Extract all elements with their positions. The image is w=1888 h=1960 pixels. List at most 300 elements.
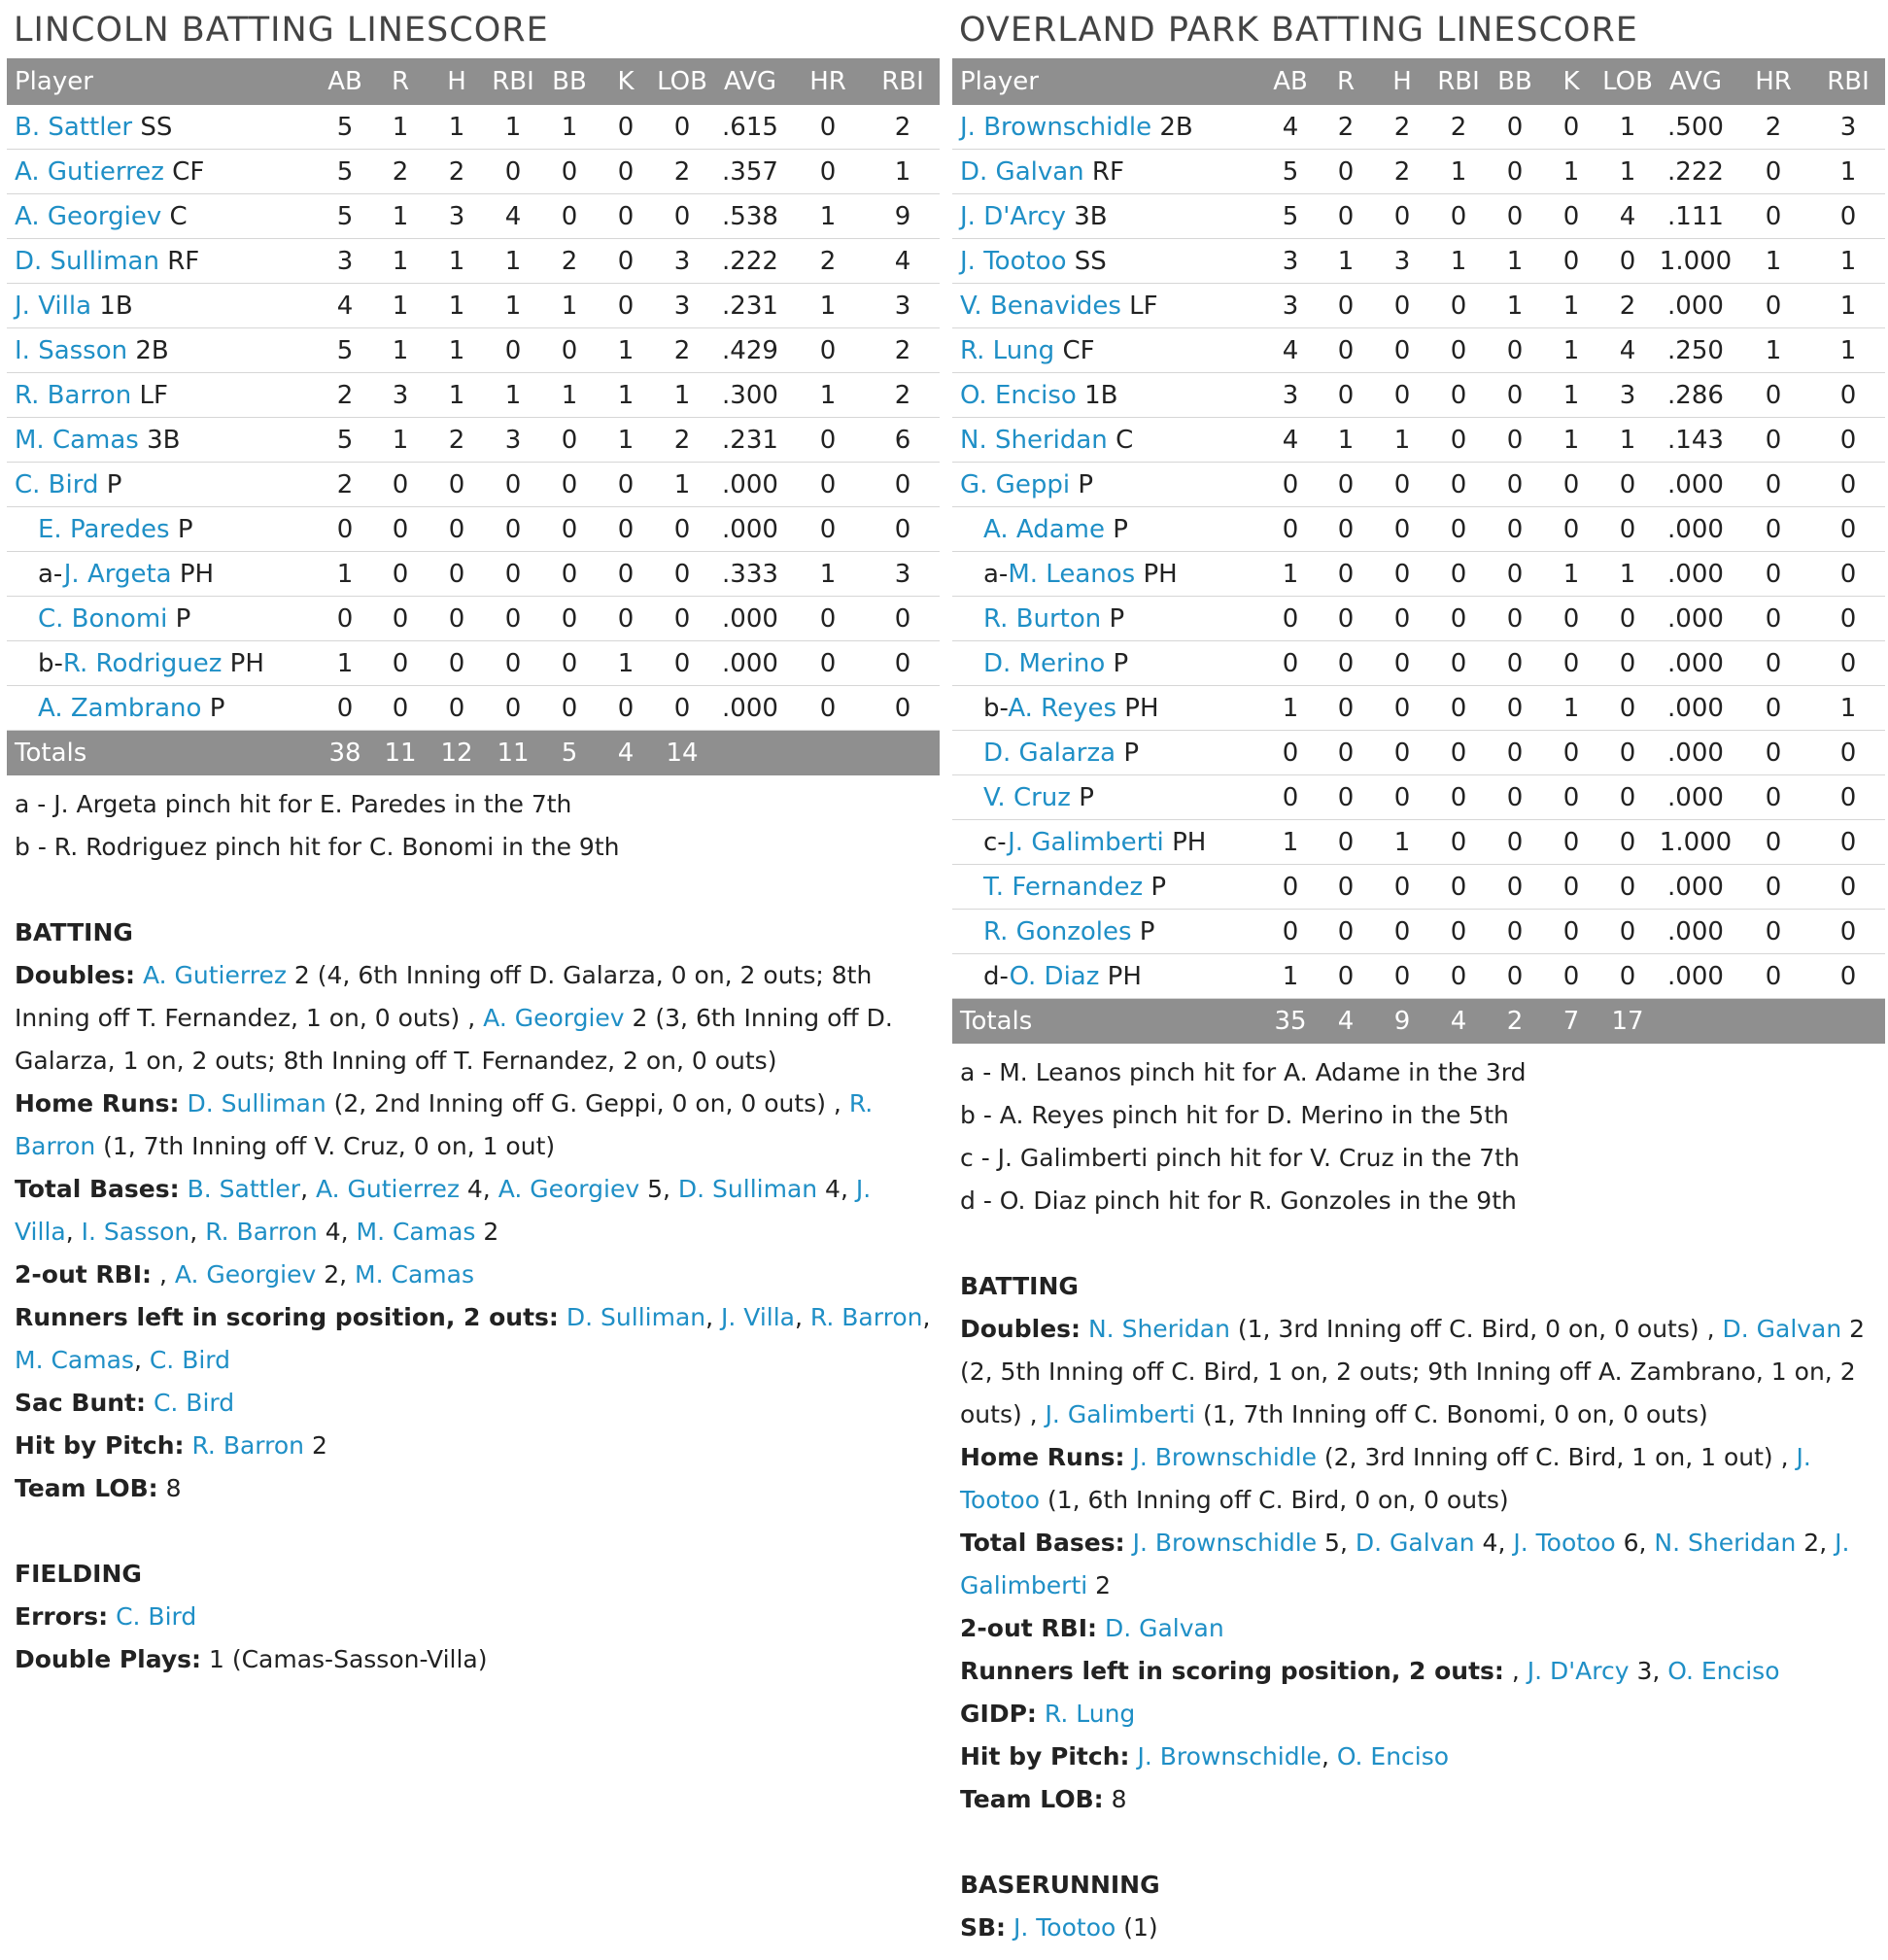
player-name-link[interactable]: D. Galvan: [960, 156, 1084, 187]
stat-cell: 0: [654, 552, 710, 597]
player-name-link[interactable]: D. Galarza: [983, 738, 1116, 768]
column-header: HR: [790, 58, 866, 105]
stat-cell: 0: [1430, 865, 1487, 910]
totals-label: Totals: [952, 999, 1263, 1045]
player-name-link[interactable]: V. Benavides: [960, 291, 1121, 321]
stat-cell: 1: [429, 328, 485, 373]
player-link[interactable]: J. Tootoo: [1013, 1913, 1116, 1942]
stat-cell: 0: [790, 328, 866, 373]
column-header: H: [1374, 58, 1430, 105]
stat-cell: 0: [1811, 820, 1885, 865]
stat-cell: 0: [866, 463, 940, 507]
stat-cell: 1: [1811, 686, 1885, 731]
stat-cell: 9: [866, 194, 940, 239]
player-row: [7, 328, 940, 373]
sub-prefix: d-: [983, 961, 1010, 991]
totals-cell: 7: [1543, 999, 1599, 1045]
stat-cell: .000: [1656, 865, 1735, 910]
stat-label: Total Bases:: [15, 1175, 180, 1203]
stat-cell: 1: [598, 373, 654, 418]
stat-cell: 1: [485, 239, 541, 284]
stat-cell: 0: [1318, 731, 1374, 775]
stat-text: ,: [922, 1303, 931, 1331]
stat-cell: 3: [654, 239, 710, 284]
stat-label: Double Plays:: [15, 1645, 202, 1673]
stat-cell: 1: [790, 552, 866, 597]
section-heading: BASERUNNING: [960, 1871, 1160, 1899]
player-row: [952, 328, 1885, 373]
player-position: LF: [139, 380, 168, 410]
player-cell: [7, 328, 318, 373]
player-link[interactable]: J. Brownschidle: [1132, 1443, 1317, 1471]
stat-cell: 0: [1735, 552, 1811, 597]
player-link[interactable]: C. Bird: [116, 1602, 197, 1631]
player-link[interactable]: A. Georgiev: [498, 1175, 640, 1203]
stat-cell: 0: [598, 686, 654, 731]
stat-cell: 0: [1543, 731, 1599, 775]
player-cell: [952, 686, 1263, 731]
stat-cell: 2: [318, 463, 372, 507]
stat-cell: .429: [710, 328, 790, 373]
stat-cell: 0: [541, 597, 598, 641]
player-name-link[interactable]: C. Bird: [15, 469, 99, 499]
stat-cell: 1: [598, 328, 654, 373]
stat-cell: 0: [1487, 418, 1543, 463]
stat-cell: 1: [1263, 552, 1318, 597]
stat-cell: 0: [1430, 731, 1487, 775]
stat-text: [1037, 1700, 1045, 1728]
stat-cell: .000: [1656, 507, 1735, 552]
player-cell: [952, 284, 1263, 328]
stat-cell: .000: [1656, 641, 1735, 686]
player-link[interactable]: J. Tootoo: [1513, 1529, 1616, 1557]
stat-text: [1097, 1614, 1105, 1642]
stat-label: Hit by Pitch:: [960, 1742, 1130, 1771]
player-row: [7, 373, 940, 418]
stat-cell: 2: [1735, 105, 1811, 150]
column-header: Player: [952, 58, 1263, 105]
stat-text: 2: [304, 1431, 327, 1460]
stat-cell: .538: [710, 194, 790, 239]
stat-cell: 3: [372, 373, 429, 418]
table-body: [952, 105, 1885, 1044]
stat-cell: 0: [318, 686, 372, 731]
stat-cell: 0: [1430, 641, 1487, 686]
player-row: [952, 641, 1885, 686]
player-name-link[interactable]: J. Argeta: [63, 559, 172, 589]
stat-line: [15, 1254, 934, 1296]
stat-cell: .000: [1656, 597, 1735, 641]
stat-cell: 0: [485, 463, 541, 507]
section-title: OVERLAND PARK BATTING LINESCORE: [959, 11, 1638, 50]
stat-cell: 1: [1318, 239, 1374, 284]
stat-cell: 2: [1318, 105, 1374, 150]
stat-text: 2,: [316, 1260, 356, 1289]
stat-line: [15, 1467, 934, 1510]
stat-cell: 0: [1263, 507, 1318, 552]
player-link[interactable]: M. Camas: [355, 1260, 474, 1289]
player-link[interactable]: N. Sheridan: [1654, 1529, 1797, 1557]
player-name-link[interactable]: G. Geppi: [960, 469, 1071, 499]
player-row: [952, 373, 1885, 418]
player-link[interactable]: M. Camas: [15, 1346, 134, 1374]
overland-park-batting-table: [952, 58, 1885, 1044]
player-name-link[interactable]: T. Fernandez: [983, 872, 1144, 902]
player-name-link[interactable]: A. Zambrano: [38, 693, 202, 723]
stat-label: Sac Bunt:: [15, 1389, 146, 1417]
player-name-link[interactable]: D. Merino: [983, 648, 1106, 678]
stat-text: 5,: [639, 1175, 678, 1203]
player-link[interactable]: J. Galimberti: [960, 1529, 1850, 1599]
player-cell: [952, 418, 1263, 463]
stat-cell: 1.000: [1656, 820, 1735, 865]
totals-cell: 4: [1318, 999, 1374, 1045]
stat-cell: 1: [598, 641, 654, 686]
stat-cell: 0: [598, 239, 654, 284]
player-name-link[interactable]: A. Reyes: [1008, 693, 1117, 723]
player-link[interactable]: A. Gutierrez: [142, 961, 287, 989]
stat-line: [960, 1778, 1879, 1821]
stat-cell: 0: [1543, 820, 1599, 865]
stat-cell: .000: [710, 641, 790, 686]
player-name-link[interactable]: I. Sasson: [15, 335, 128, 365]
player-cell: [7, 105, 318, 150]
stat-cell: 0: [1487, 910, 1543, 954]
player-name-link[interactable]: C. Bonomi: [38, 603, 168, 634]
stat-cell: 0: [372, 463, 429, 507]
player-name-link[interactable]: D. Sulliman: [15, 246, 159, 276]
stat-cell: 1: [790, 284, 866, 328]
player-link[interactable]: R. Barron: [15, 1089, 874, 1160]
stat-cell: 0: [790, 150, 866, 194]
player-link[interactable]: D. Galvan: [1722, 1315, 1842, 1343]
player-link[interactable]: I. Sasson: [81, 1218, 190, 1246]
stat-cell: 1: [1811, 284, 1885, 328]
stat-cell: 0: [1263, 641, 1318, 686]
stat-text: ,: [300, 1175, 316, 1203]
stat-cell: 0: [1318, 194, 1374, 239]
stat-cell: 5: [318, 194, 372, 239]
stat-cell: 0: [1487, 463, 1543, 507]
stat-cell: 0: [654, 597, 710, 641]
player-row: [7, 194, 940, 239]
player-link[interactable]: C. Bird: [153, 1389, 235, 1417]
stat-cell: 0: [1430, 194, 1487, 239]
stat-cell: .000: [1656, 954, 1735, 999]
totals-cell: [866, 731, 940, 776]
player-link[interactable]: J. Galimberti: [1045, 1400, 1196, 1428]
player-position: P: [1150, 872, 1167, 902]
player-row: [952, 597, 1885, 641]
stat-cell: 0: [1811, 910, 1885, 954]
player-name-link[interactable]: M. Leanos: [1008, 559, 1136, 589]
stat-text: ,: [189, 1218, 206, 1246]
stat-cell: 0: [541, 150, 598, 194]
player-name-link[interactable]: R. Barron: [15, 380, 132, 410]
stat-cell: 1: [318, 641, 372, 686]
pinch-hit-note: b - R. Rodriguez pinch hit for C. Bonomi in the 9th: [15, 833, 620, 861]
player-name-link[interactable]: V. Cruz: [983, 782, 1071, 812]
player-position: 3B: [1074, 201, 1108, 231]
player-position: P: [1078, 469, 1094, 499]
player-name-link[interactable]: A. Adame: [983, 514, 1105, 544]
totals-cell: [1735, 999, 1811, 1045]
player-name-link[interactable]: R. Lung: [960, 335, 1055, 365]
stat-cell: 0: [1430, 418, 1487, 463]
stat-cell: 0: [1374, 552, 1430, 597]
stat-cell: 0: [1374, 463, 1430, 507]
stat-text: 1 (Camas-Sasson-Villa): [201, 1645, 488, 1673]
stat-cell: 0: [1318, 373, 1374, 418]
stat-cell: 0: [1487, 328, 1543, 373]
section-heading: FIELDING: [15, 1560, 142, 1588]
stat-text: 4,: [317, 1218, 357, 1246]
player-link[interactable]: B. Sattler: [187, 1175, 301, 1203]
column-header: LOB: [654, 58, 710, 105]
stat-cell: 1: [1263, 686, 1318, 731]
stat-cell: 1: [429, 105, 485, 150]
player-cell: [952, 552, 1263, 597]
player-name-link[interactable]: B. Sattler: [15, 112, 133, 142]
stat-cell: 2: [866, 328, 940, 373]
column-header: AVG: [710, 58, 790, 105]
player-name-link[interactable]: J. Galimberti: [1008, 827, 1164, 857]
stat-cell: 1: [1263, 954, 1318, 999]
stat-cell: 0: [1318, 775, 1374, 820]
totals-cell: 17: [1599, 999, 1656, 1045]
column-header: RBI: [866, 58, 940, 105]
stat-cell: 0: [429, 686, 485, 731]
stat-cell: 1: [1487, 239, 1543, 284]
player-link[interactable]: J. Brownschidle: [1137, 1742, 1322, 1771]
stat-cell: .231: [710, 284, 790, 328]
stat-cell: 1: [372, 284, 429, 328]
stat-line: [960, 1736, 1879, 1778]
player-name-link[interactable]: J. Tootoo: [960, 246, 1067, 276]
player-link[interactable]: R. Barron: [191, 1431, 305, 1460]
player-position: C: [169, 201, 188, 231]
player-link[interactable]: N. Sheridan: [1087, 1315, 1230, 1343]
sub-prefix: a-: [38, 559, 64, 589]
player-name-link[interactable]: N. Sheridan: [960, 425, 1108, 455]
player-name-link[interactable]: M. Camas: [15, 425, 139, 455]
player-link[interactable]: R. Barron: [205, 1218, 318, 1246]
totals-cell: 9: [1374, 999, 1430, 1045]
pinch-hit-note: b - A. Reyes pinch hit for D. Merino in the 5th: [960, 1101, 1509, 1129]
stat-cell: .000: [710, 597, 790, 641]
stat-cell: 6: [866, 418, 940, 463]
stat-cell: 0: [1487, 865, 1543, 910]
stat-cell: 1: [1543, 150, 1599, 194]
stat-text: [1006, 1913, 1013, 1942]
stat-cell: 0: [1430, 686, 1487, 731]
player-position: PH: [1172, 827, 1207, 857]
player-link[interactable]: A. Georgiev: [174, 1260, 317, 1289]
player-name-link[interactable]: R. Rodriguez: [62, 648, 223, 678]
stat-cell: .615: [710, 105, 790, 150]
stat-cell: 0: [1735, 731, 1811, 775]
player-name-link[interactable]: O. Diaz: [1009, 961, 1100, 991]
stat-cell: 0: [1599, 463, 1656, 507]
player-position: CF: [172, 156, 205, 187]
player-link[interactable]: J. D'Arcy: [1527, 1657, 1630, 1685]
player-link[interactable]: D. Sulliman: [677, 1175, 818, 1203]
player-row: [7, 284, 940, 328]
stat-label: SB:: [960, 1913, 1007, 1942]
stat-text: 5,: [1317, 1529, 1356, 1557]
stat-cell: 2: [866, 373, 940, 418]
stat-cell: .231: [710, 418, 790, 463]
player-name-link[interactable]: A. Gutierrez: [15, 156, 164, 187]
player-link[interactable]: A. Georgiev: [483, 1004, 625, 1032]
player-link[interactable]: J. Brownschidle: [1132, 1529, 1318, 1557]
player-cell: [7, 150, 318, 194]
player-name-link[interactable]: A. Georgiev: [15, 201, 162, 231]
stat-cell: 3: [1263, 373, 1318, 418]
stat-cell: 1: [1599, 150, 1656, 194]
player-link[interactable]: D. Galvan: [1104, 1614, 1224, 1642]
totals-cell: [710, 731, 790, 776]
totals-cell: 35: [1263, 999, 1318, 1045]
player-position: SS: [140, 112, 173, 142]
stat-cell: 0: [654, 105, 710, 150]
stat-cell: 0: [1318, 865, 1374, 910]
stat-cell: 2: [1599, 284, 1656, 328]
player-position: SS: [1074, 246, 1107, 276]
stat-cell: 0: [1811, 507, 1885, 552]
stat-text: 2 (4, 6th Inning off D. Galarza, 0 on, 2 outs; 8th Inning off T. Fernandez, 1 on, 0 outs) ,: [15, 961, 873, 1032]
stat-cell: 0: [790, 463, 866, 507]
stat-cell: 3: [866, 284, 940, 328]
stat-cell: 1: [1599, 418, 1656, 463]
player-position: P: [209, 693, 225, 723]
player-link[interactable]: D. Galvan: [1355, 1529, 1475, 1557]
pinch-hit-note: a - J. Argeta pinch hit for E. Paredes in the 7th: [15, 790, 572, 818]
stat-cell: 3: [1263, 284, 1318, 328]
stat-cell: 5: [318, 418, 372, 463]
player-row: [7, 150, 940, 194]
stat-cell: 0: [372, 507, 429, 552]
stat-cell: 0: [1374, 328, 1430, 373]
player-link[interactable]: O. Enciso: [1667, 1657, 1780, 1685]
player-link[interactable]: J. Tootoo: [960, 1443, 1811, 1514]
stat-label: 2-out RBI:: [960, 1614, 1098, 1642]
stat-cell: 0: [654, 641, 710, 686]
stat-cell: 0: [1374, 597, 1430, 641]
stat-cell: 3: [485, 418, 541, 463]
stat-cell: 3: [1374, 239, 1430, 284]
stat-cell: 0: [1487, 641, 1543, 686]
stat-cell: 0: [1487, 552, 1543, 597]
stat-cell: 1: [1318, 418, 1374, 463]
player-link[interactable]: D. Sulliman: [187, 1089, 326, 1118]
column-header: RBI: [1430, 58, 1487, 105]
player-row: [952, 194, 1885, 239]
stat-cell: 1: [372, 194, 429, 239]
player-name-link[interactable]: J. D'Arcy: [960, 201, 1066, 231]
stat-cell: 0: [1374, 284, 1430, 328]
stat-cell: 2: [654, 328, 710, 373]
player-cell: [952, 507, 1263, 552]
stat-cell: 0: [429, 552, 485, 597]
stat-cell: 5: [318, 105, 372, 150]
player-cell: [952, 239, 1263, 284]
stat-cell: 1: [318, 552, 372, 597]
player-name-link[interactable]: J. Villa: [15, 291, 92, 321]
stat-cell: 1: [654, 373, 710, 418]
pinch-hit-note: a - M. Leanos pinch hit for A. Adame in the 3rd: [960, 1058, 1527, 1086]
stat-cell: 0: [1811, 954, 1885, 999]
stat-label: GIDP:: [960, 1700, 1037, 1728]
player-link[interactable]: R. Barron: [809, 1303, 923, 1331]
stat-cell: 3: [429, 194, 485, 239]
player-name-link[interactable]: R. Burton: [983, 603, 1102, 634]
stat-text: [559, 1303, 566, 1331]
stat-cell: .222: [1656, 150, 1735, 194]
player-position: P: [1139, 916, 1155, 946]
player-link[interactable]: M. Camas: [356, 1218, 476, 1246]
player-name-link[interactable]: E. Paredes: [38, 514, 170, 544]
stat-cell: 0: [1487, 820, 1543, 865]
player-cell: [952, 910, 1263, 954]
overland-park-column: [952, 0, 1885, 1949]
player-link[interactable]: D. Sulliman: [566, 1303, 706, 1331]
stat-cell: 0: [1430, 328, 1487, 373]
sub-prefix: b-: [983, 693, 1009, 723]
player-row: [952, 239, 1885, 284]
stat-text: ,: [133, 1346, 150, 1374]
stat-text: ,: [65, 1218, 82, 1246]
header-row: [952, 58, 1885, 105]
player-link[interactable]: J. Villa: [15, 1175, 872, 1246]
stat-cell: .000: [710, 463, 790, 507]
stat-line: [15, 1296, 934, 1382]
stat-cell: 5: [318, 150, 372, 194]
stat-cell: 0: [1263, 775, 1318, 820]
player-cell: [952, 328, 1263, 373]
stat-cell: 0: [541, 686, 598, 731]
stat-cell: 1: [485, 284, 541, 328]
player-link[interactable]: A. Gutierrez: [315, 1175, 460, 1203]
stat-cell: 0: [1263, 910, 1318, 954]
player-cell: [7, 686, 318, 731]
totals-label: Totals: [7, 731, 318, 776]
table-header: [7, 58, 940, 105]
stat-cell: 0: [541, 418, 598, 463]
stat-cell: 2: [541, 239, 598, 284]
player-position: CF: [1062, 335, 1095, 365]
player-link[interactable]: R. Lung: [1044, 1700, 1136, 1728]
stat-label: 2-out RBI:: [15, 1260, 153, 1289]
stat-text: (1, 7th Inning off C. Bonomi, 0 on, 0 outs): [1195, 1400, 1708, 1428]
player-link[interactable]: O. Enciso: [1336, 1742, 1450, 1771]
header-row: [7, 58, 940, 105]
player-link[interactable]: C. Bird: [149, 1346, 230, 1374]
player-position: P: [1113, 514, 1128, 544]
stat-cell: 0: [790, 641, 866, 686]
column-header: BB: [541, 58, 598, 105]
stat-cell: 0: [1374, 910, 1430, 954]
stat-cell: 0: [1318, 463, 1374, 507]
stat-cell: 0: [1543, 954, 1599, 999]
player-link[interactable]: J. Villa: [721, 1303, 795, 1331]
player-name-link[interactable]: O. Enciso: [960, 380, 1077, 410]
stat-text: 2 (3, 6th Inning off D. Galarza, 1 on, 2 outs; 8th Inning off T. Fernandez, 2 on, 0 outs): [15, 1004, 893, 1075]
player-name-link[interactable]: J. Brownschidle: [960, 112, 1152, 142]
stat-text: 2: [1087, 1571, 1112, 1599]
player-name-link[interactable]: R. Gonzoles: [983, 916, 1132, 946]
stat-cell: 0: [1599, 910, 1656, 954]
